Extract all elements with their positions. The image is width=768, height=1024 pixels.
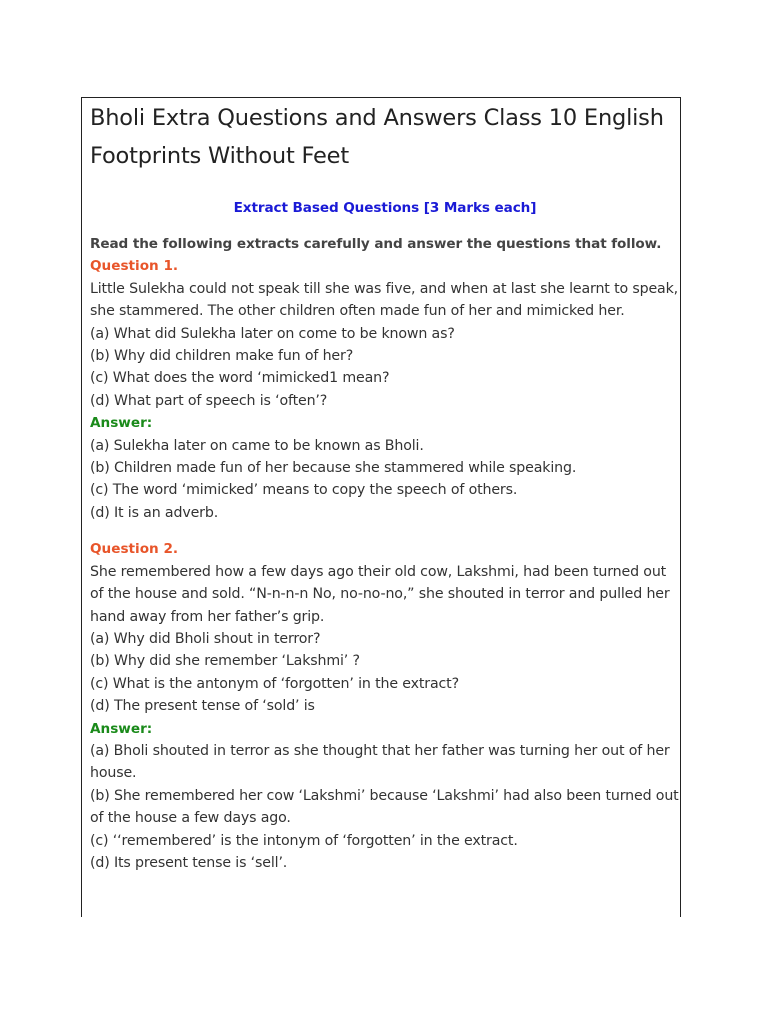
question-block-1 (90, 255, 680, 524)
section-heading: Extract Based Questions [3 Marks each] (233, 200, 537, 216)
page-title: Bholi Extra Questions and Answers Class 10 English Footprints Without Feet (90, 105, 664, 169)
answer-item: (c) The word ‘mimicked’ means to copy the speech of others. (90, 482, 518, 499)
answer-label: Answer: (90, 415, 153, 432)
question-label: Question 2. (90, 541, 179, 558)
question-item: (d) What part of speech is ‘often’? (90, 392, 328, 409)
question-extract: She remembered how a few days ago their old cow, Lakshmi, had been turned out of the house and sold. “N-n-n-n No, no-no-no,” she shouted in terror and pulled her hand away from her father’s grip. (90, 563, 670, 625)
question-item: (d) The present tense of ‘sold’ is (90, 698, 315, 715)
question-extract: Little Sulekha could not speak till she was five, and when at last she learnt to speak, she stammered. The other children often made fun of her and mimicked her. (90, 280, 679, 320)
answer-item: (c) ‘‘remembered’ is the intonym of ‘forgotten’ in the extract. (90, 832, 518, 849)
answer-item: (d) It is an adverb. (90, 504, 219, 521)
answer-item: (b) Children made fun of her because she stammered while speaking. (90, 460, 577, 477)
document-content (90, 99, 680, 874)
instruction-text: Read the following extracts carefully and answer the questions that follow. (90, 236, 662, 252)
question-item: (b) Why did children make fun of her? (90, 348, 354, 365)
answer-item: (a) Bholi shouted in terror as she thought that her father was turning her out of her house. (90, 742, 670, 782)
question-item: (b) Why did she remember ‘Lakshmi’ ? (90, 653, 360, 670)
question-spacer (90, 524, 680, 538)
question-item: (a) Why did Bholi shout in terror? (90, 630, 321, 647)
answer-label: Answer: (90, 720, 153, 737)
question-item: (c) What is the antonym of ‘forgotten’ in the extract? (90, 675, 459, 692)
question-label: Question 1. (90, 258, 179, 275)
answer-item: (a) Sulekha later on came to be known as Bholi. (90, 437, 424, 454)
question-item: (a) What did Sulekha later on come to be known as? (90, 325, 455, 342)
question-item: (c) What does the word ‘mimicked1 mean? (90, 370, 390, 387)
answer-item: (d) Its present tense is ‘sell’. (90, 854, 288, 871)
answer-item: (b) She remembered her cow ‘Lakshmi’ because ‘Lakshmi’ had also been turned out of the house a few days ago. (90, 787, 679, 827)
question-block-2 (90, 538, 680, 874)
